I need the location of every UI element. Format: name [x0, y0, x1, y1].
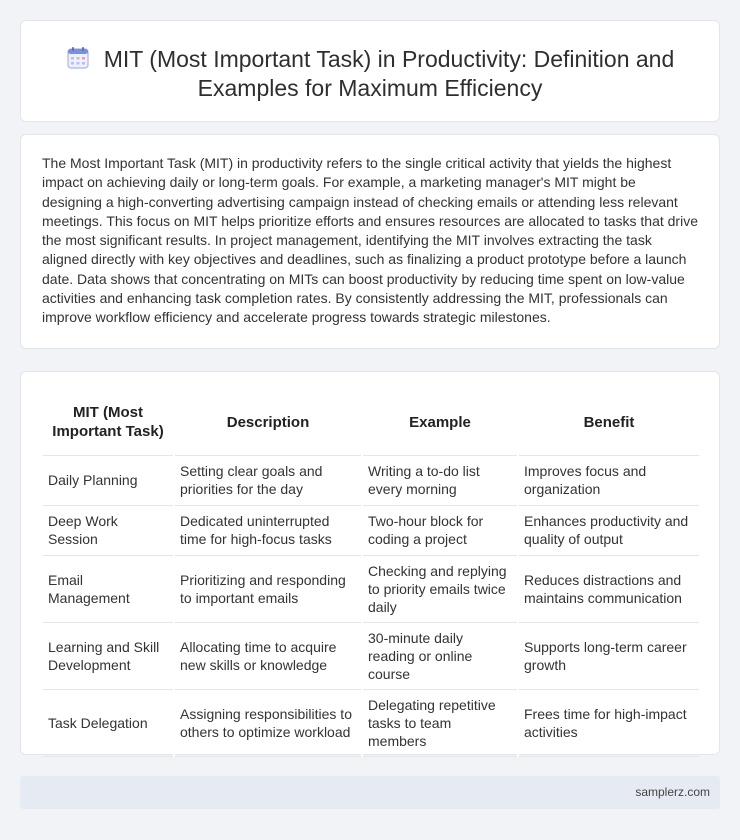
intro-paragraph: The Most Important Task (MIT) in productivity refers to the single critical activity that yields the highest impact on achieving daily or long-term goals. For example, a marketing manager's MIT might be designing a high-converting advertising campaign instead of checking emails or attending less relevant meetings. This focus on MIT helps prioritize efforts and ensures resources are allocated to tasks that drive the most significant results. In project management, identifying the MIT involves extracting the task aligned directly with key objectives and deadlines, such as finalizing a product prototype before a launch date. Data shows that concentrating on MITs can boost productivity by reducing time spent on low-value activities and enhancing task completion rates. By consistently addressing the MIT, professionals can improve workflow efficiency and accelerate progress towards strategic milestones.	[42, 155, 698, 326]
cell-example: Checking and replying to priority emails twice daily	[362, 555, 518, 622]
cell-mit: Daily Planning	[43, 455, 174, 505]
cell-mit: Email Management	[43, 555, 174, 622]
footer-site-link[interactable]: samplerz.com	[635, 785, 710, 799]
cell-benefit: Enhances productivity and quality of output	[518, 505, 699, 555]
calendar-icon	[66, 46, 90, 70]
cell-description: Assigning responsibilities to others to optimize workload	[174, 689, 362, 756]
cell-example: Writing a to-do list every morning	[362, 455, 518, 505]
title-block	[41, 45, 699, 103]
table-row	[43, 555, 699, 622]
cell-example: Delegating repetitive tasks to team members	[362, 689, 518, 756]
header-mit: MIT (Most Important Task)	[43, 393, 174, 455]
cell-example: 30-minute daily reading or online course	[362, 622, 518, 689]
table-row	[43, 622, 699, 689]
table-row	[43, 505, 699, 555]
cell-description: Allocating time to acquire new skills or knowledge	[174, 622, 362, 689]
table-row	[43, 455, 699, 505]
cell-mit: Deep Work Session	[43, 505, 174, 555]
cell-mit: Task Delegation	[43, 689, 174, 756]
title-card	[20, 20, 720, 122]
table-header-row	[43, 393, 699, 455]
cell-description: Setting clear goals and priorities for the day	[174, 455, 362, 505]
table-card	[20, 371, 720, 755]
cell-mit: Learning and Skill Development	[43, 622, 174, 689]
mit-table	[43, 393, 699, 757]
footer	[20, 776, 720, 809]
intro-card	[20, 134, 720, 349]
cell-benefit: Supports long-term career growth	[518, 622, 699, 689]
page-title: MIT (Most Important Task) in Productivity: Definition and Examples for Maximum Efficiency	[103, 46, 675, 101]
cell-benefit: Frees time for high-impact activities	[518, 689, 699, 756]
header-benefit: Benefit	[518, 393, 699, 455]
table-row	[43, 689, 699, 756]
header-description: Description	[174, 393, 362, 455]
header-example: Example	[362, 393, 518, 455]
cell-example: Two-hour block for coding a project	[362, 505, 518, 555]
cell-benefit: Reduces distractions and maintains communication	[518, 555, 699, 622]
cell-description: Dedicated uninterrupted time for high-focus tasks	[174, 505, 362, 555]
cell-benefit: Improves focus and organization	[518, 455, 699, 505]
cell-description: Prioritizing and responding to important emails	[174, 555, 362, 622]
